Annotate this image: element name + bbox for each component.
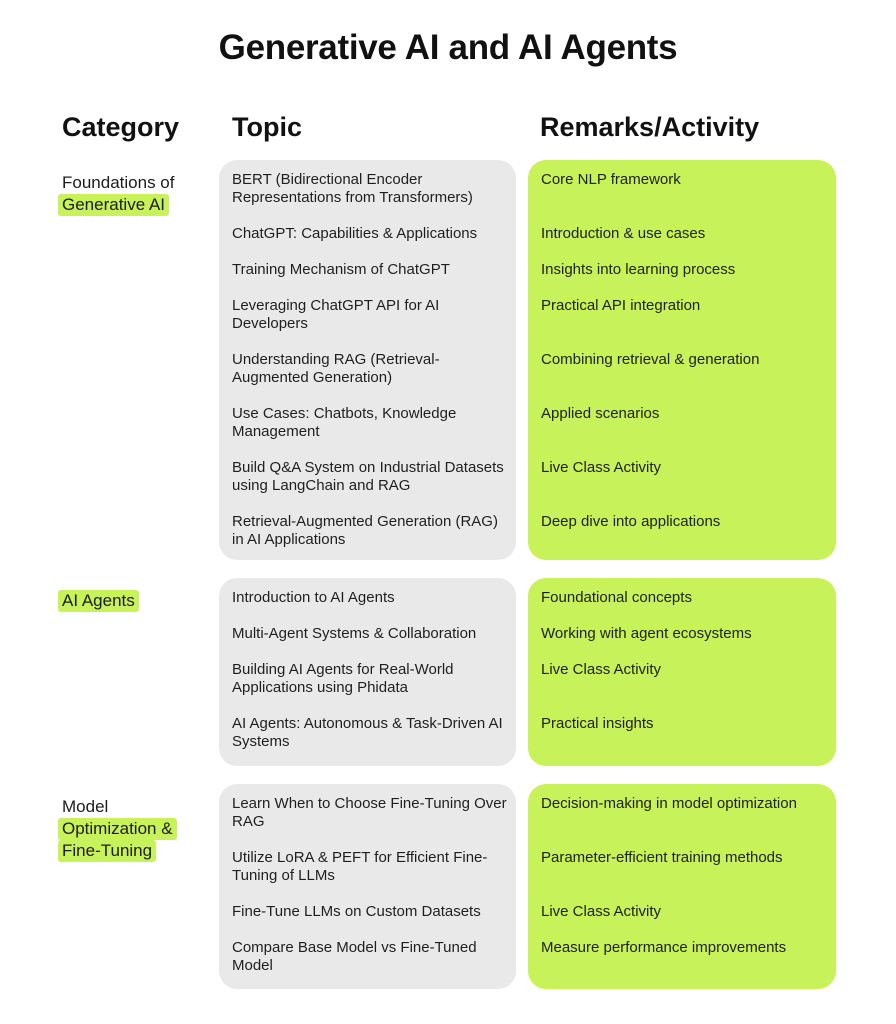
remarks-box [528,578,836,766]
section-ai-agents [0,578,896,766]
topic-item: Understanding RAG (Retrieval-Augmented Generation) [232,351,440,386]
section-model-optimization [0,784,896,989]
topic-item: ChatGPT: Capabilities & Applications [232,225,478,242]
remark-item: Combining retrieval & generation [541,351,760,368]
topic-item: Introduction to AI Agents [232,589,395,606]
header-topic: Topic [232,112,302,142]
remarks-box [528,160,836,560]
category-label: Foundations of Generative AI [62,172,174,216]
topic-box [219,784,516,989]
remark-item: Core NLP framework [541,171,681,188]
topic-item: Utilize LoRA & PEFT for Efficient Fine-Tuning of LLMs [232,849,488,884]
topic-item: BERT (Bidirectional Encoder Representations from Transformers) [232,171,473,206]
remark-item: Introduction & use cases [541,225,706,242]
topic-item: Building AI Agents for Real-World Applications using Phidata [232,661,454,696]
remark-item: Measure performance improvements [541,939,787,956]
topic-box [219,578,516,766]
category-label: AI Agents [62,590,139,612]
topic-item: Training Mechanism of ChatGPT [232,261,450,278]
remark-item: Live Class Activity [541,459,662,476]
topic-item: Retrieval-Augmented Generation (RAG) in AI Applications [232,513,498,548]
topic-item: Build Q&A System on Industrial Datasets using LangChain and RAG [232,459,504,494]
remark-item: Live Class Activity [541,903,662,920]
remark-item: Deep dive into applications [541,513,721,530]
topic-item: Learn When to Choose Fine-Tuning Over RAG [232,795,507,830]
remark-item: Decision-making in model optimization [541,795,797,812]
topic-item: AI Agents: Autonomous & Task-Driven AI Systems [232,715,503,750]
header-remarks: Remarks/Activity [540,112,760,142]
remark-item: Insights into learning process [541,261,736,278]
topic-item: Fine-Tune LLMs on Custom Datasets [232,903,481,920]
remarks-box [528,784,836,989]
remark-item: Working with agent ecosystems [541,625,752,642]
remark-item: Applied scenarios [541,405,660,422]
page-title: Generative AI and AI Agents [218,28,678,67]
remark-item: Live Class Activity [541,661,662,678]
topic-item: Multi-Agent Systems & Collaboration [232,625,477,642]
topic-item: Compare Base Model vs Fine-Tuned Model [232,939,477,974]
remark-item: Foundational concepts [541,589,692,606]
topic-item: Use Cases: Chatbots, Knowledge Management [232,405,457,440]
remark-item: Practical API integration [541,297,701,314]
section-foundations [0,160,896,560]
remark-item: Practical insights [541,715,654,732]
topic-box [219,160,516,560]
category-label: Model Optimization & Fine-Tuning [62,796,177,862]
topic-item: Leveraging ChatGPT API for AI Developers [232,297,440,332]
remark-item: Parameter-efficient training methods [541,849,783,866]
header-category: Category [62,112,180,142]
